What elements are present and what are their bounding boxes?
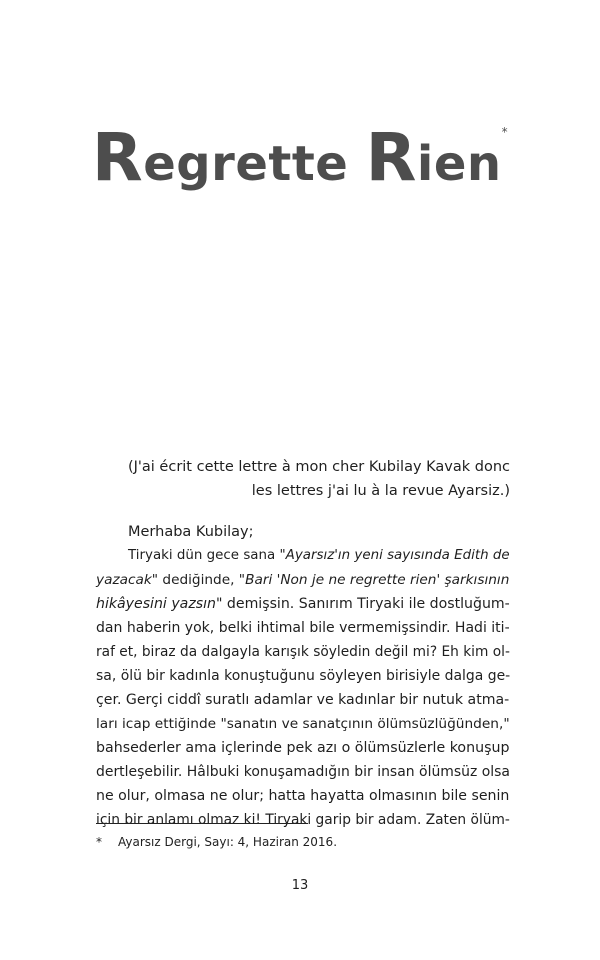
footnote-divider	[96, 823, 308, 824]
title-initial-1: R	[91, 119, 144, 196]
title-initial-2: R	[365, 119, 417, 196]
text-line: raf et, biraz da dalgayla karışık söyledin değil mi? Eh kim ol-	[96, 644, 510, 660]
page-number: 13	[291, 878, 309, 893]
body-text	[96, 520, 510, 832]
quoted-text: Bari 'Non je ne regrette rien' şarkısının	[245, 572, 510, 588]
title-footnote-mark: *	[501, 125, 509, 139]
chapter-title	[0, 92, 600, 204]
text-segment: Tiryaki dün gece sana "	[128, 548, 286, 563]
epigraph-line: les lettres j'ai lu à la revue Ayarsiz.)	[251, 483, 510, 499]
text-line: bahsederler ama içlerinde pek azı o ölümsüzlerle konuşup	[96, 740, 510, 756]
text-line	[96, 544, 510, 568]
title-word-1-rest: egrette	[143, 136, 349, 192]
text-line: için bir anlamı olmaz ki! Tiryaki garip bir adam. Zaten ölüm-	[96, 812, 510, 828]
footnote-mark: *	[96, 835, 102, 849]
text-segment: " demişsin. Sanırım Tiryaki ile dostluğum-	[215, 596, 510, 612]
quoted-text: hikâyesini yazsın	[96, 596, 216, 612]
salutation: Merhaba Kubilay;	[128, 524, 254, 540]
text-line	[96, 568, 510, 592]
footnote-text: Ayarsız Dergi, Sayı: 4, Haziran 2016.	[118, 835, 338, 849]
epigraph-line: (J'ai écrit cette lettre à mon cher Kubilay Kavak donc	[127, 459, 510, 475]
text-line: ları icap ettiğinde "sanatın ve sanatçının ölümsüzlüğünden,"	[96, 716, 510, 732]
title-word-2-rest: ien	[416, 136, 502, 192]
text-segment: " dediğinde, "	[151, 572, 246, 588]
quoted-text: yazacak	[96, 572, 152, 588]
text-line: sa, ölü bir kadınla konuştuğunu söyleyen birisiyle dalga ge-	[96, 668, 511, 684]
epigraph	[96, 455, 510, 503]
text-line: dan haberin yok, belki ihtimal bile vermemişsindir. Hadi iti-	[96, 620, 510, 636]
text-line	[96, 592, 510, 616]
footnote	[96, 833, 337, 851]
text-line: dertleşebilir. Hâlbuki konuşamadığın bir insan ölümsüz olsa	[96, 764, 510, 780]
quoted-text: Ayarsız'ın yeni sayısında Edith de	[285, 548, 510, 563]
text-line: çer. Gerçi ciddî suratlı adamlar ve kadınlar bir nutuk atma-	[96, 692, 510, 708]
text-line: ne olur, olmasa ne olur; hatta hayatta olmasının bile senin	[96, 788, 510, 804]
